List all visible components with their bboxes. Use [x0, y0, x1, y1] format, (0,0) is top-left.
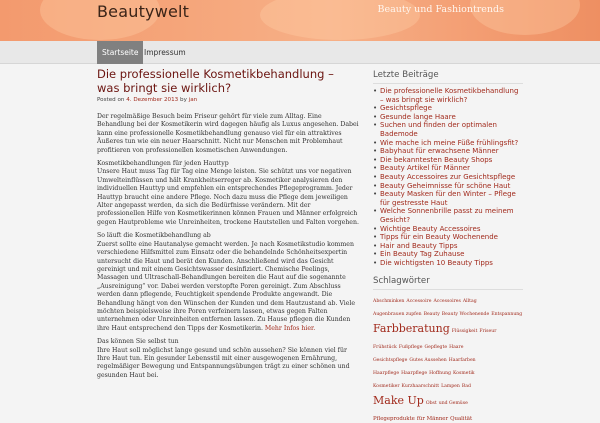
recent-post-link[interactable]: Welche Sonnenbrille passt zu meinem Gesicht? [380, 207, 514, 224]
tag-link[interactable]: Accessoire [406, 299, 432, 305]
site-tagline: Beauty und Fashiontrends [377, 4, 504, 15]
post-content [97, 113, 359, 380]
recent-post-link[interactable]: Beauty Artikel für Männer [380, 164, 470, 173]
post-meta-prefix: Posted on [97, 97, 125, 103]
tag-link[interactable]: Frühstück [373, 345, 397, 351]
tag-link[interactable]: Gepflegte [424, 345, 448, 351]
tag-cloud-row [373, 319, 523, 339]
recent-post-link[interactable]: Die professionelle Kosmetikbehandlung – was bringt sie wirklich? [380, 87, 519, 104]
recent-post-item [373, 121, 523, 138]
post-meta-by: by [180, 97, 187, 103]
tag-cloud-row [373, 339, 523, 352]
recent-post-link[interactable]: Beauty Accessoires zur Gesichtspflege [380, 172, 516, 181]
main-navigation [0, 41, 600, 64]
site-header [0, 0, 600, 41]
site-title[interactable]: Beautywelt [97, 2, 190, 21]
recent-post-link[interactable]: Ein Beauty Tag Zuhause [380, 250, 465, 259]
more-info-link[interactable]: Mehr Infos hier. [264, 324, 316, 332]
recent-posts-title: Letzte Beiträge [373, 70, 523, 84]
recent-post-link[interactable]: Die bekanntesten Beauty Shops [380, 155, 493, 164]
nav-item-impressum[interactable]: Impressum [144, 48, 186, 57]
recent-post-item [373, 156, 523, 165]
post-meta [97, 97, 359, 103]
tag-cloud-row [373, 293, 523, 306]
recent-post-item [373, 207, 523, 224]
tag-link[interactable]: Abschminken [373, 299, 405, 305]
recent-posts-list [373, 87, 523, 267]
tag-link[interactable]: Haarfarben [448, 358, 476, 364]
tag-link[interactable]: Pflegeprodukte [373, 416, 415, 423]
recent-post-link[interactable]: Beauty Geheimnisse für schöne Haut [380, 181, 511, 190]
recent-post-item [373, 139, 523, 148]
tag-cloud-title: Schlagwörter [373, 276, 523, 290]
recent-post-item [373, 147, 523, 156]
tag-link[interactable]: Qualität [450, 416, 473, 423]
recent-post-item [373, 233, 523, 242]
tag-link[interactable]: für Männer [416, 416, 449, 423]
tag-link[interactable]: Haare [449, 345, 464, 351]
recent-post-item [373, 259, 523, 268]
tag-link[interactable]: Haarpflege [373, 371, 400, 377]
post-paragraph: Kosmetikbehandlungen für jeden Hauttyp Unsere Haut muss Tag für Tag eine Menge leisten. Sie schützt uns vor negativen Umwelteinflüssen und hält Krankheitserreger ab. Kosmetiker analysieren den individuellen Hauttyp und empfehlen ein entsprechendes Pflegeprogramm. Jeder Hauttyp braucht eine andere Pflege. Noch dazu muss die Pflege dem jeweiligen Alter angepasst werden, da sich die Bedürfnisse verändern. Mit der professionellen Hilfe von Kosmetikerinnen können Frauen und Männer erfolgreich gegen Hautprobleme wie Unreinheiten, trockene Hautstellen und Falten vorgehen. [97, 160, 359, 226]
post-title[interactable]: Die professionelle Kosmetikbehandlung – was bringt sie wirklich? [97, 67, 334, 95]
tag-link[interactable]: Fußpflege [398, 345, 423, 351]
tag-cloud-row [373, 411, 523, 423]
recent-post-link[interactable]: Wichtige Beauty Accessoires [380, 224, 481, 233]
tag-link[interactable]: Obst [425, 401, 437, 407]
tag-cloud-widget [373, 276, 523, 423]
tag-link[interactable]: Bad [461, 384, 471, 390]
recent-post-item [373, 190, 523, 207]
tag-cloud [373, 293, 523, 423]
tag-link[interactable]: Kosmetik [452, 371, 475, 377]
recent-post-item [373, 173, 523, 182]
tag-link[interactable]: Accessoires [433, 299, 461, 305]
tag-link[interactable]: Hoffnung [429, 371, 451, 377]
post-paragraph [97, 232, 359, 333]
post-paragraph-text: So läuft die Kosmetikbehandlung ab Zuerst sollte eine Hautanalyse gemacht werden. Je nach Kosmetikstudio kommen verschiedene Hilfsmittel zum Einsatz oder die behandelnde Schönheitsexpertin untersucht die Haut und berät den Kunden. Anschließend wird das Gesicht gereinigt und mit einem Gesichtswasser desinfiziert. Chemische Peelings, Massagen und Ultraschall-Behandlungen bereiten die Haut auf die sogenannte „Ausreinigung“ vor. Dabei werden verstopfte Poren gereinigt. Zum Abschluss werden dann pflegende, Feuchtigkeit spendende Produkte angewandt. Die Behandlung hängt von den Wünschen der Kunden und dem Hautzustand ab. Viele möchten beispielsweise ihre Poren verfeinern lassen, etwas gegen Falten unternehmen oder Unreinheiten entfernen lassen. Zu Hause pflegen die Kunden ihre Haut entsprechend den Tipps der Kosmetikerin. [97, 232, 356, 332]
tag-link[interactable]: Augenbrauen zupfen [373, 312, 422, 318]
tag-cloud-row [373, 391, 523, 411]
recent-post-link[interactable]: Gesichtspflege [380, 104, 432, 113]
recent-post-link[interactable]: Hair and Beauty Tipps [380, 241, 458, 250]
recent-post-item [373, 225, 523, 234]
post-paragraph: Der regelmäßige Besuch beim Friseur gehört für viele zum Alltag. Eine Behandlung bei der Kosmetikerin wird dagegen häufig als Luxus angesehen. Dabei kann eine professionelle Kosmetikbehandlung genauso viel für ein attraktives Äußeres tun wie ein neuer Haarschnitt. Nicht nur Menschen mit Problemhaut profitieren von professionellen kosmetischen Anwendungen. [97, 113, 359, 154]
recent-post-item [373, 104, 523, 113]
recent-post-item [373, 113, 523, 122]
recent-post-item [373, 182, 523, 191]
tag-link[interactable]: Farbberatung [373, 322, 450, 336]
tag-link[interactable]: Alltag [462, 299, 477, 305]
tag-link[interactable]: Friseur [479, 329, 497, 335]
tag-cloud-row [373, 352, 523, 365]
tag-link[interactable]: Gesichtspflege [373, 358, 408, 364]
tag-link[interactable]: Lampen [441, 384, 460, 390]
tag-link[interactable]: Kosmetiker [373, 384, 400, 390]
recent-post-link[interactable]: Gesunde lange Haare [380, 112, 456, 121]
post-paragraph: Das können Sie selbst tun Ihre Haut soll möglichst lange gesund und schön aussehen? Sie können viel für Ihre Haut tun. Ein gesunder Lebensstil mit einer ausgewogenen Ernährung, regelmäßiger Bewegung und Entspannungsübungen trägt zu einer schönen und gesunden Haut bei. [97, 338, 350, 379]
tag-link[interactable]: Make Up [373, 394, 424, 408]
recent-post-link[interactable]: Die wichtigsten 10 Beauty Tipps [380, 258, 493, 267]
tag-link[interactable]: Flüssigkeit [451, 329, 478, 335]
nav-item-startseite[interactable]: Startseite [97, 41, 143, 64]
sidebar [373, 70, 523, 423]
tag-link[interactable]: Entspannung [491, 312, 523, 318]
tag-link[interactable]: und Gemüse [438, 401, 468, 407]
post-date-link[interactable]: 4. Dezember 2013 [126, 97, 179, 103]
tag-link[interactable]: Beauty Wochenende [441, 312, 490, 318]
recent-post-link[interactable]: Babyhaut für erwachsene Männer [380, 147, 499, 156]
tag-link[interactable]: Beauty [423, 312, 440, 318]
tag-link[interactable]: Haarpflege [401, 371, 428, 377]
post-author-link[interactable]: jan [188, 97, 198, 103]
recent-post-item [373, 250, 523, 259]
tag-cloud-row [373, 378, 523, 391]
post-article [97, 68, 359, 385]
recent-post-item [373, 164, 523, 173]
tag-link[interactable]: Gutes Aussehen [409, 358, 447, 364]
recent-post-link[interactable]: Suchen und finden der optimalen Bademode [380, 121, 497, 138]
tag-cloud-row [373, 306, 523, 319]
recent-post-link[interactable]: Beauty Masken für den Winter – Pflege für gestresste Haut [380, 190, 516, 207]
tag-link[interactable]: Kurzhaarschnitt [401, 384, 440, 390]
recent-post-item [373, 87, 523, 104]
recent-post-item [373, 242, 523, 251]
recent-posts-widget [373, 70, 523, 267]
recent-post-link[interactable]: Tipps für ein Beauty Wochenende [380, 233, 498, 242]
tag-cloud-row [373, 365, 523, 378]
recent-post-link[interactable]: Wie mache ich meine Füße frühlingsfit? [380, 138, 519, 147]
